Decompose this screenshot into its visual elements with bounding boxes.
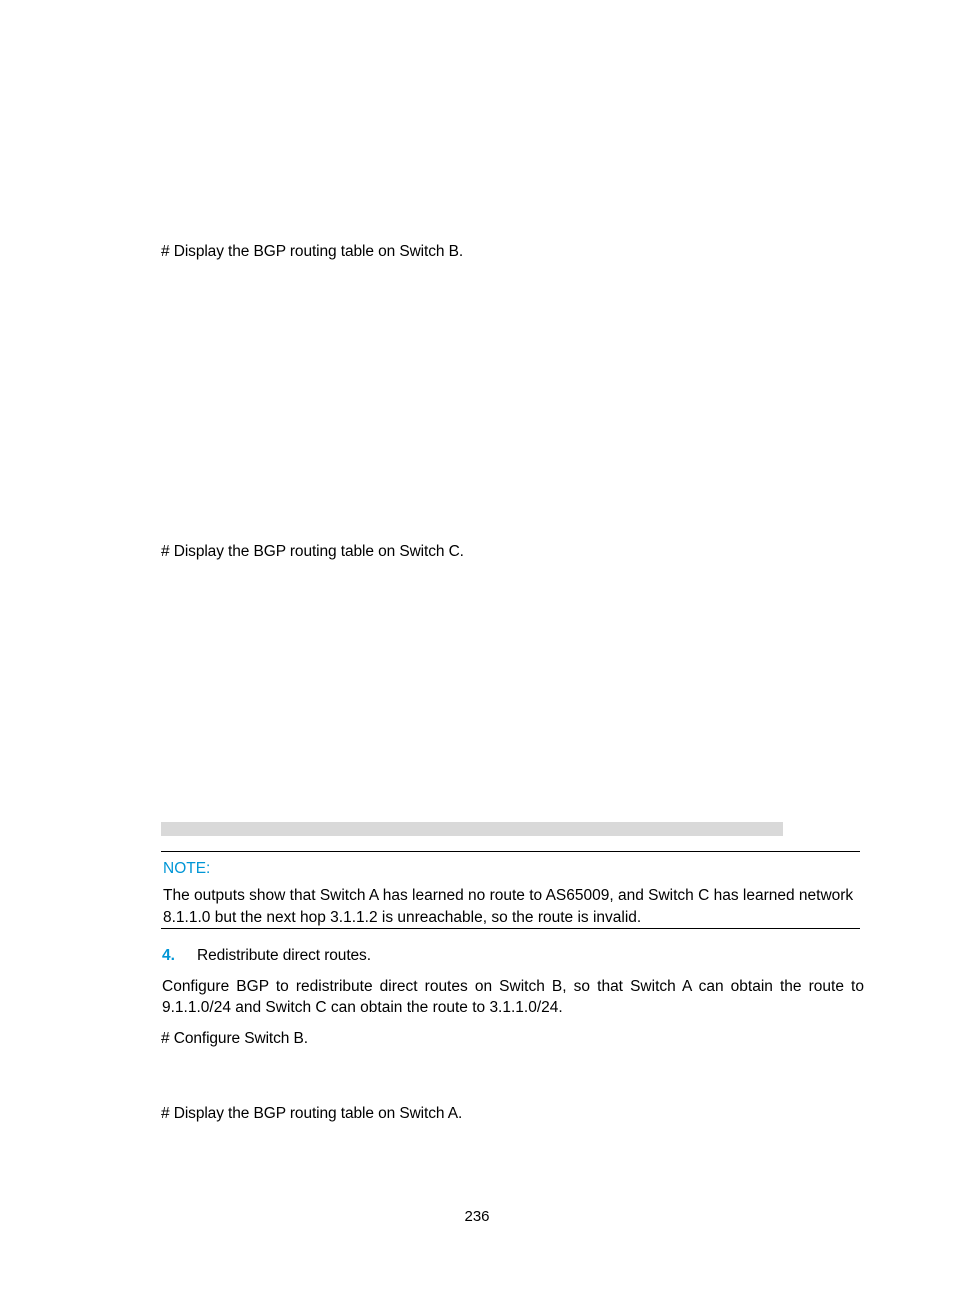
paragraph-configure-redistribute: Configure BGP to redistribute direct routes on Switch B, so that Switch A can obtain the route to 9.1.1.0/24 and Switch C can obtain the route to 3.1.1.0/24. xyxy=(162,978,864,1016)
code-block-bar xyxy=(161,822,783,836)
page-number: 236 xyxy=(464,1208,490,1225)
note-body: The outputs show that Switch A has learned no route to AS65009, and Switch C has learned network 8.1.1.0 but the next hop 3.1.1.2 is unreachable, so the route is invalid. xyxy=(163,887,854,926)
note-bottom-rule xyxy=(161,928,860,929)
paragraph-display-switch-a: # Display the BGP routing table on Switch A. xyxy=(161,1105,463,1122)
step-number: 4. xyxy=(162,947,175,964)
step-title: Redistribute direct routes. xyxy=(197,947,371,964)
paragraph-display-switch-c: # Display the BGP routing table on Switch C. xyxy=(161,543,464,560)
paragraph-configure-switch-b: # Configure Switch B. xyxy=(161,1030,308,1047)
paragraph-display-switch-b: # Display the BGP routing table on Switch B. xyxy=(161,243,464,260)
note-label: NOTE: xyxy=(163,860,211,877)
note-top-rule xyxy=(161,851,860,852)
